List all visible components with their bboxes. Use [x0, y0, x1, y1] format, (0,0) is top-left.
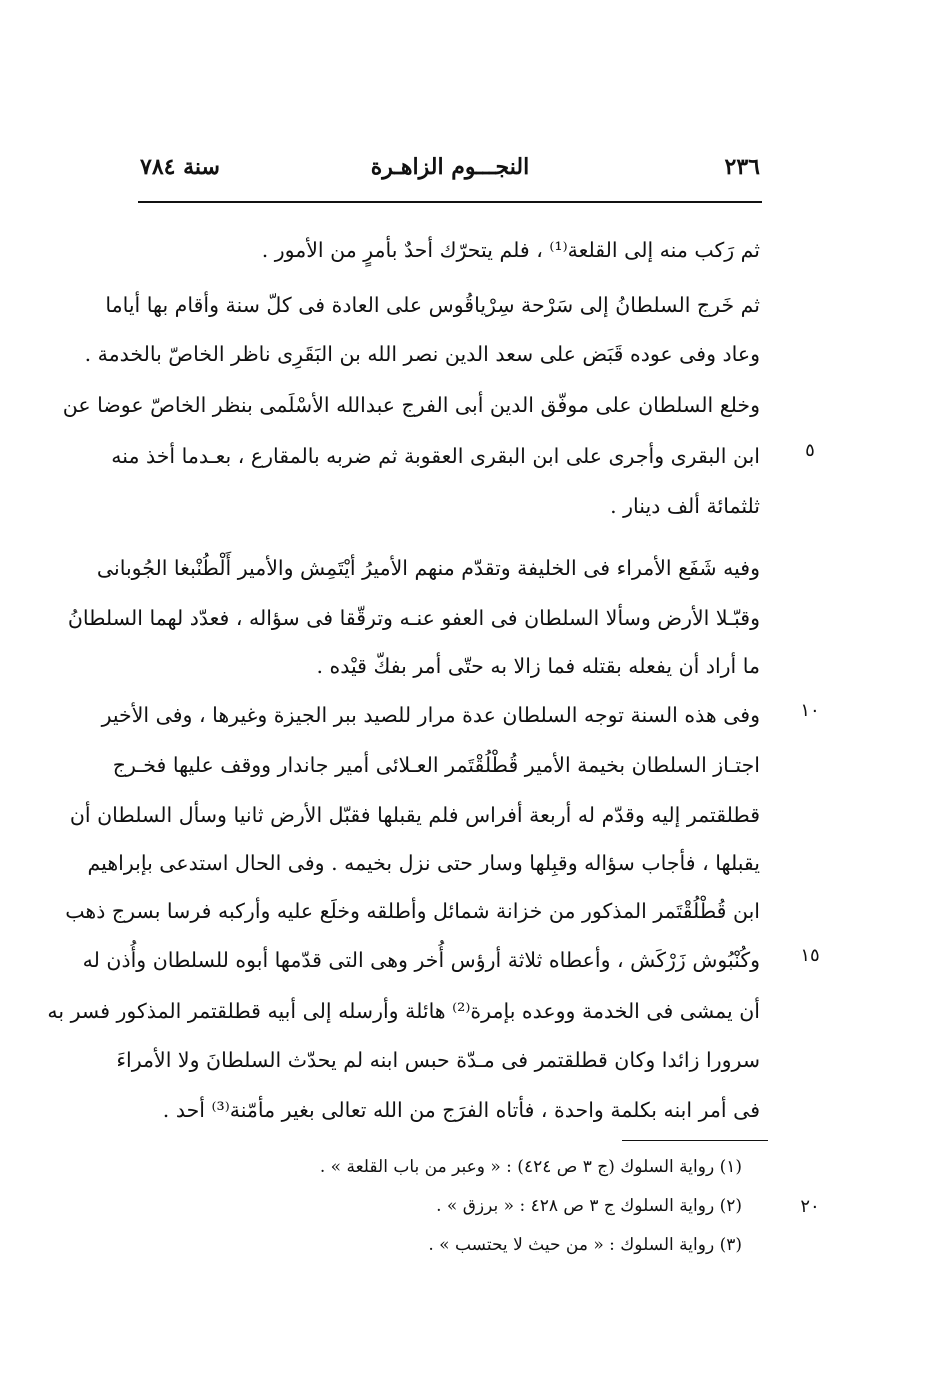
text-line: فى أمر ابنه بكلمة واحدة ، فأتاه الفرَج من الله تعالى بغير مأمّنة⁽³⁾ أحد .: [162, 1098, 760, 1122]
text-line: وعاد وفى عوده قَبَض على سعد الدين نصر الله بن البَقَرِى ناظر الخاصّ بالخدمة .: [84, 342, 760, 366]
running-title: النجـــوم الزاهـرة: [370, 154, 530, 180]
footnote: (٢) رواية السلوك ج ٣ ص ٤٢٨ : « برزق » .: [436, 1196, 742, 1216]
text-line: ثم خَرج السلطانُ إلى سَرْحة سِرْياقُوس على العادة فى كلّ سنة وأقام بها أياما: [105, 293, 760, 317]
header-rule: [138, 201, 762, 203]
text-line: قطلقتمر إليه وقدّم له أربعة أفراس فلم يقبلها فقبّل الأرض ثانيا وسأل السلطان أن: [69, 803, 760, 827]
text-line: اجتـاز السلطان بخيمة الأمير قُطْلُقْتَمر العـلائى أمير جاندار ووقف عليها فخـرج: [112, 753, 760, 777]
text-line: ثلثمائة ألف دينار .: [610, 494, 760, 518]
year-label: سنة ٧٨٤: [140, 154, 220, 180]
text-line: سرورا زائدا وكان قطلقتمر فى مـدّة حبس ابنه لم يحدّث السلطانَ ولا الأمراءَ: [116, 1048, 760, 1072]
text-line: وفيه شَفَع الأمراء فى الخليفة وتقدّم منهم الأميرُ أيْتَمِش والأمير أَلْطُنْبغا الجُوبانى: [96, 556, 760, 580]
footnote: (٣) رواية السلوك : « من حيث لا يحتسب » .: [428, 1235, 742, 1255]
line-number-marker: ١٠: [800, 700, 820, 721]
text-line: أن يمشى فى الخدمة ووعده بإمرة⁽²⁾ هائلة وأرسله إلى أبيه قطلقتمر المذكور فسر به: [47, 999, 760, 1023]
text-line: وكُنْبُوش زَرْكَش ، وأعطاه ثلاثة أرؤس أُخر وهى التى قدّمها أبوه للسلطان وأُذن له: [82, 948, 760, 972]
text-line: وقبّـلا الأرض وسألا السلطان فى العفو عنـه وترقّقا فى سؤاله ، فعدّد لهما السلطانُ: [67, 606, 760, 630]
text-line: وفى هذه السنة توجه السلطان عدة مرار للصيد ببر الجيزة وغيرها ، وفى الأخير: [101, 703, 760, 727]
page-number: ٢٣٦: [724, 154, 760, 180]
text-line: ما أراد أن يفعله بقتله فما زالا به حتّى أمر بفكّ قيْده .: [316, 654, 760, 678]
text-line: ابن قُطْلُقْتَمر المذكور من خزانة شمائل وأطلقه وخلَع عليه وأركبه فرسا بسرج ذهب: [65, 899, 760, 923]
footnote: (١) رواية السلوك (ج ٣ ص ٤٢٤) : « وعبر من باب القلعة » .: [319, 1157, 742, 1177]
line-number-marker: ٥: [805, 440, 815, 461]
text-line: يقبلها ، فأجاب سؤاله وقبِلها وسار حتى نزل بخيمه . وفى الحال استدعى بإبراهيم: [87, 851, 760, 875]
line-number-marker: ٢٠: [800, 1196, 820, 1217]
line-number-marker: ١٥: [800, 945, 820, 966]
text-line: ابن البقرى وأجرى على ابن البقرى العقوبة ثم ضربه بالمقارع ، بعـدما أخذ منه: [111, 444, 760, 468]
text-line: وخلع السلطان على موفّق الدين أبى الفرج عبدالله الأسْلَمى بنظر الخاصّ عوضا عن: [62, 393, 760, 417]
page-header: [140, 150, 760, 190]
text-line: ثم رَكب منه إلى القلعة⁽¹⁾ ، فلم يتحرّك أحدٌ بأمرٍ من الأمور .: [261, 238, 760, 262]
footnote-rule: [622, 1140, 768, 1141]
